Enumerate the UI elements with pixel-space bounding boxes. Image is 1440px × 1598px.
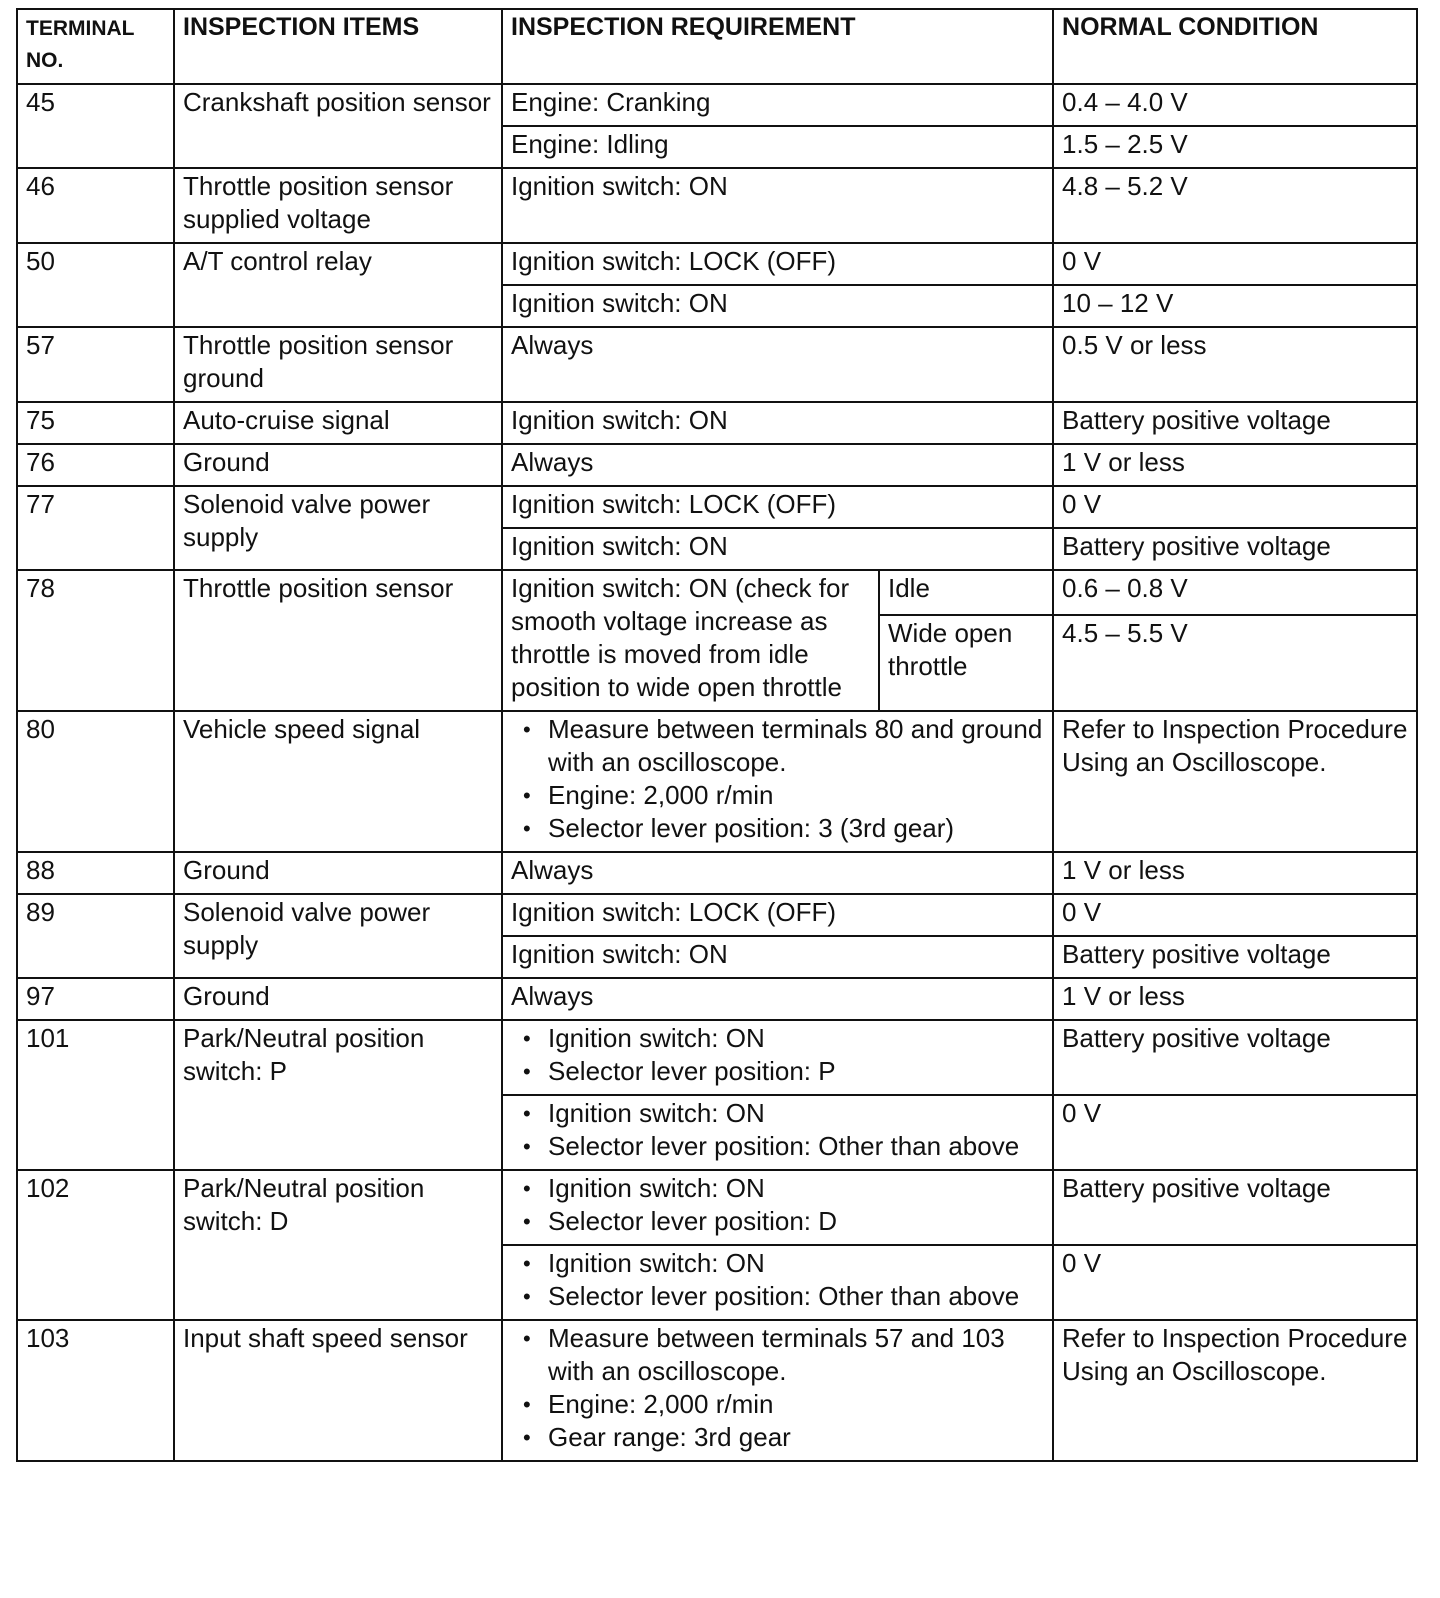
list-item: • Ignition switch: ON (511, 1247, 1046, 1280)
condition-cell: 0.6 – 0.8 V (1053, 570, 1417, 615)
item-cell: Park/Neutral position switch: D (174, 1170, 502, 1320)
list-item: • Selector lever position: P (511, 1055, 1046, 1088)
sub-condition-cell: Wide open throttle (879, 615, 1053, 711)
header-requirement: INSPECTION REQUIREMENT (502, 9, 1053, 84)
requirement-cell: Ignition switch: LOCK (OFF) (502, 243, 1053, 285)
terminal-cell: 78 (17, 570, 174, 711)
requirement-cell: Always (502, 327, 1053, 402)
condition-cell: 4.5 – 5.5 V (1053, 615, 1417, 711)
header-items: INSPECTION ITEMS (174, 9, 502, 84)
list-item: • Measure between terminals 57 and 103 with an oscilloscope. (511, 1322, 1046, 1388)
item-cell: Auto-cruise signal (174, 402, 502, 444)
requirement-cell: Always (502, 852, 1053, 894)
terminal-cell: 45 (17, 84, 174, 168)
table-row (17, 711, 1417, 852)
bullet-list (511, 1172, 1046, 1238)
terminal-cell: 57 (17, 327, 174, 402)
bullet-list (511, 1322, 1046, 1454)
requirement-cell (502, 1020, 1053, 1095)
terminal-cell: 103 (17, 1320, 174, 1461)
condition-cell: 0.4 – 4.0 V (1053, 84, 1417, 126)
document-page (16, 8, 1418, 1462)
sub-condition-cell: Idle (879, 570, 1053, 615)
requirement-cell: Ignition switch: ON (502, 936, 1053, 978)
terminal-cell: 46 (17, 168, 174, 243)
condition-cell: Battery positive voltage (1053, 528, 1417, 570)
table-row (17, 486, 1417, 528)
terminal-cell: 89 (17, 894, 174, 978)
item-cell: Throttle position sensor supplied voltage (174, 168, 502, 243)
header-terminal: TERMINAL NO. (17, 9, 174, 84)
requirement-cell: Ignition switch: ON (502, 402, 1053, 444)
bullet-list (511, 1022, 1046, 1088)
item-cell: Ground (174, 978, 502, 1020)
terminal-cell: 102 (17, 1170, 174, 1320)
requirement-cell (502, 1170, 1053, 1245)
bullet-list (511, 1097, 1046, 1163)
table-row (17, 402, 1417, 444)
item-cell: Solenoid valve power supply (174, 894, 502, 978)
table-row (17, 1320, 1417, 1461)
requirement-cell (502, 1095, 1053, 1170)
condition-cell: 0 V (1053, 1095, 1417, 1170)
condition-cell: 0 V (1053, 486, 1417, 528)
bullet-list (511, 1247, 1046, 1313)
item-cell: Solenoid valve power supply (174, 486, 502, 570)
table-row (17, 570, 1417, 615)
list-item: • Selector lever position: 3 (3rd gear) (511, 812, 1046, 845)
requirement-cell: Ignition switch: ON (502, 285, 1053, 327)
table-row (17, 84, 1417, 126)
terminal-cell: 77 (17, 486, 174, 570)
terminal-cell: 75 (17, 402, 174, 444)
list-item: • Measure between terminals 80 and ground with an oscilloscope. (511, 713, 1046, 779)
condition-cell: Battery positive voltage (1053, 1020, 1417, 1095)
requirement-cell: Ignition switch: ON (502, 528, 1053, 570)
condition-cell: 0 V (1053, 894, 1417, 936)
requirement-cell (502, 711, 1053, 852)
inspection-table (16, 8, 1418, 1462)
table-row (17, 852, 1417, 894)
item-cell: Input shaft speed sensor (174, 1320, 502, 1461)
list-item: • Gear range: 3rd gear (511, 1421, 1046, 1454)
requirement-cell (502, 1245, 1053, 1320)
requirement-cell (502, 1320, 1053, 1461)
requirement-cell: Always (502, 444, 1053, 486)
list-item: • Selector lever position: D (511, 1205, 1046, 1238)
table-row (17, 1170, 1417, 1245)
terminal-cell: 101 (17, 1020, 174, 1170)
condition-cell: 10 – 12 V (1053, 285, 1417, 327)
terminal-cell: 97 (17, 978, 174, 1020)
terminal-cell: 50 (17, 243, 174, 327)
table-row (17, 243, 1417, 285)
list-item: • Engine: 2,000 r/min (511, 779, 1046, 812)
requirement-cell: Ignition switch: ON (check for smooth voltage increase as throttle is moved from idle position to wide open throttle (502, 570, 879, 711)
table-row (17, 327, 1417, 402)
condition-cell: Refer to Inspection Procedure Using an Oscilloscope. (1053, 1320, 1417, 1461)
requirement-cell: Ignition switch: ON (502, 168, 1053, 243)
item-cell: A/T control relay (174, 243, 502, 327)
item-cell: Park/Neutral position switch: P (174, 1020, 502, 1170)
item-cell: Throttle position sensor ground (174, 327, 502, 402)
item-cell: Ground (174, 444, 502, 486)
condition-cell: 1 V or less (1053, 978, 1417, 1020)
condition-cell: 1 V or less (1053, 852, 1417, 894)
item-cell: Vehicle speed signal (174, 711, 502, 852)
table-row (17, 894, 1417, 936)
condition-cell: 0.5 V or less (1053, 327, 1417, 402)
list-item: • Selector lever position: Other than above (511, 1130, 1046, 1163)
requirement-cell: Engine: Cranking (502, 84, 1053, 126)
terminal-cell: 76 (17, 444, 174, 486)
list-item: • Engine: 2,000 r/min (511, 1388, 1046, 1421)
list-item: • Selector lever position: Other than above (511, 1280, 1046, 1313)
terminal-cell: 80 (17, 711, 174, 852)
header-condition: NORMAL CONDITION (1053, 9, 1417, 84)
table-row (17, 978, 1417, 1020)
requirement-cell: Engine: Idling (502, 126, 1053, 168)
item-cell: Ground (174, 852, 502, 894)
bullet-list (511, 713, 1046, 845)
table-row (17, 1020, 1417, 1095)
condition-cell: 1.5 – 2.5 V (1053, 126, 1417, 168)
table-row (17, 168, 1417, 243)
requirement-cell: Ignition switch: LOCK (OFF) (502, 486, 1053, 528)
list-item: • Ignition switch: ON (511, 1022, 1046, 1055)
condition-cell: Refer to Inspection Procedure Using an Oscilloscope. (1053, 711, 1417, 852)
condition-cell: Battery positive voltage (1053, 1170, 1417, 1245)
condition-cell: Battery positive voltage (1053, 402, 1417, 444)
header-row (17, 9, 1417, 84)
condition-cell: 0 V (1053, 243, 1417, 285)
condition-cell: 0 V (1053, 1245, 1417, 1320)
requirement-cell: Ignition switch: LOCK (OFF) (502, 894, 1053, 936)
condition-cell: 1 V or less (1053, 444, 1417, 486)
condition-cell: Battery positive voltage (1053, 936, 1417, 978)
terminal-cell: 88 (17, 852, 174, 894)
list-item: • Ignition switch: ON (511, 1172, 1046, 1205)
item-cell: Throttle position sensor (174, 570, 502, 711)
list-item: • Ignition switch: ON (511, 1097, 1046, 1130)
table-row (17, 444, 1417, 486)
item-cell: Crankshaft position sensor (174, 84, 502, 168)
condition-cell: 4.8 – 5.2 V (1053, 168, 1417, 243)
requirement-cell: Always (502, 978, 1053, 1020)
